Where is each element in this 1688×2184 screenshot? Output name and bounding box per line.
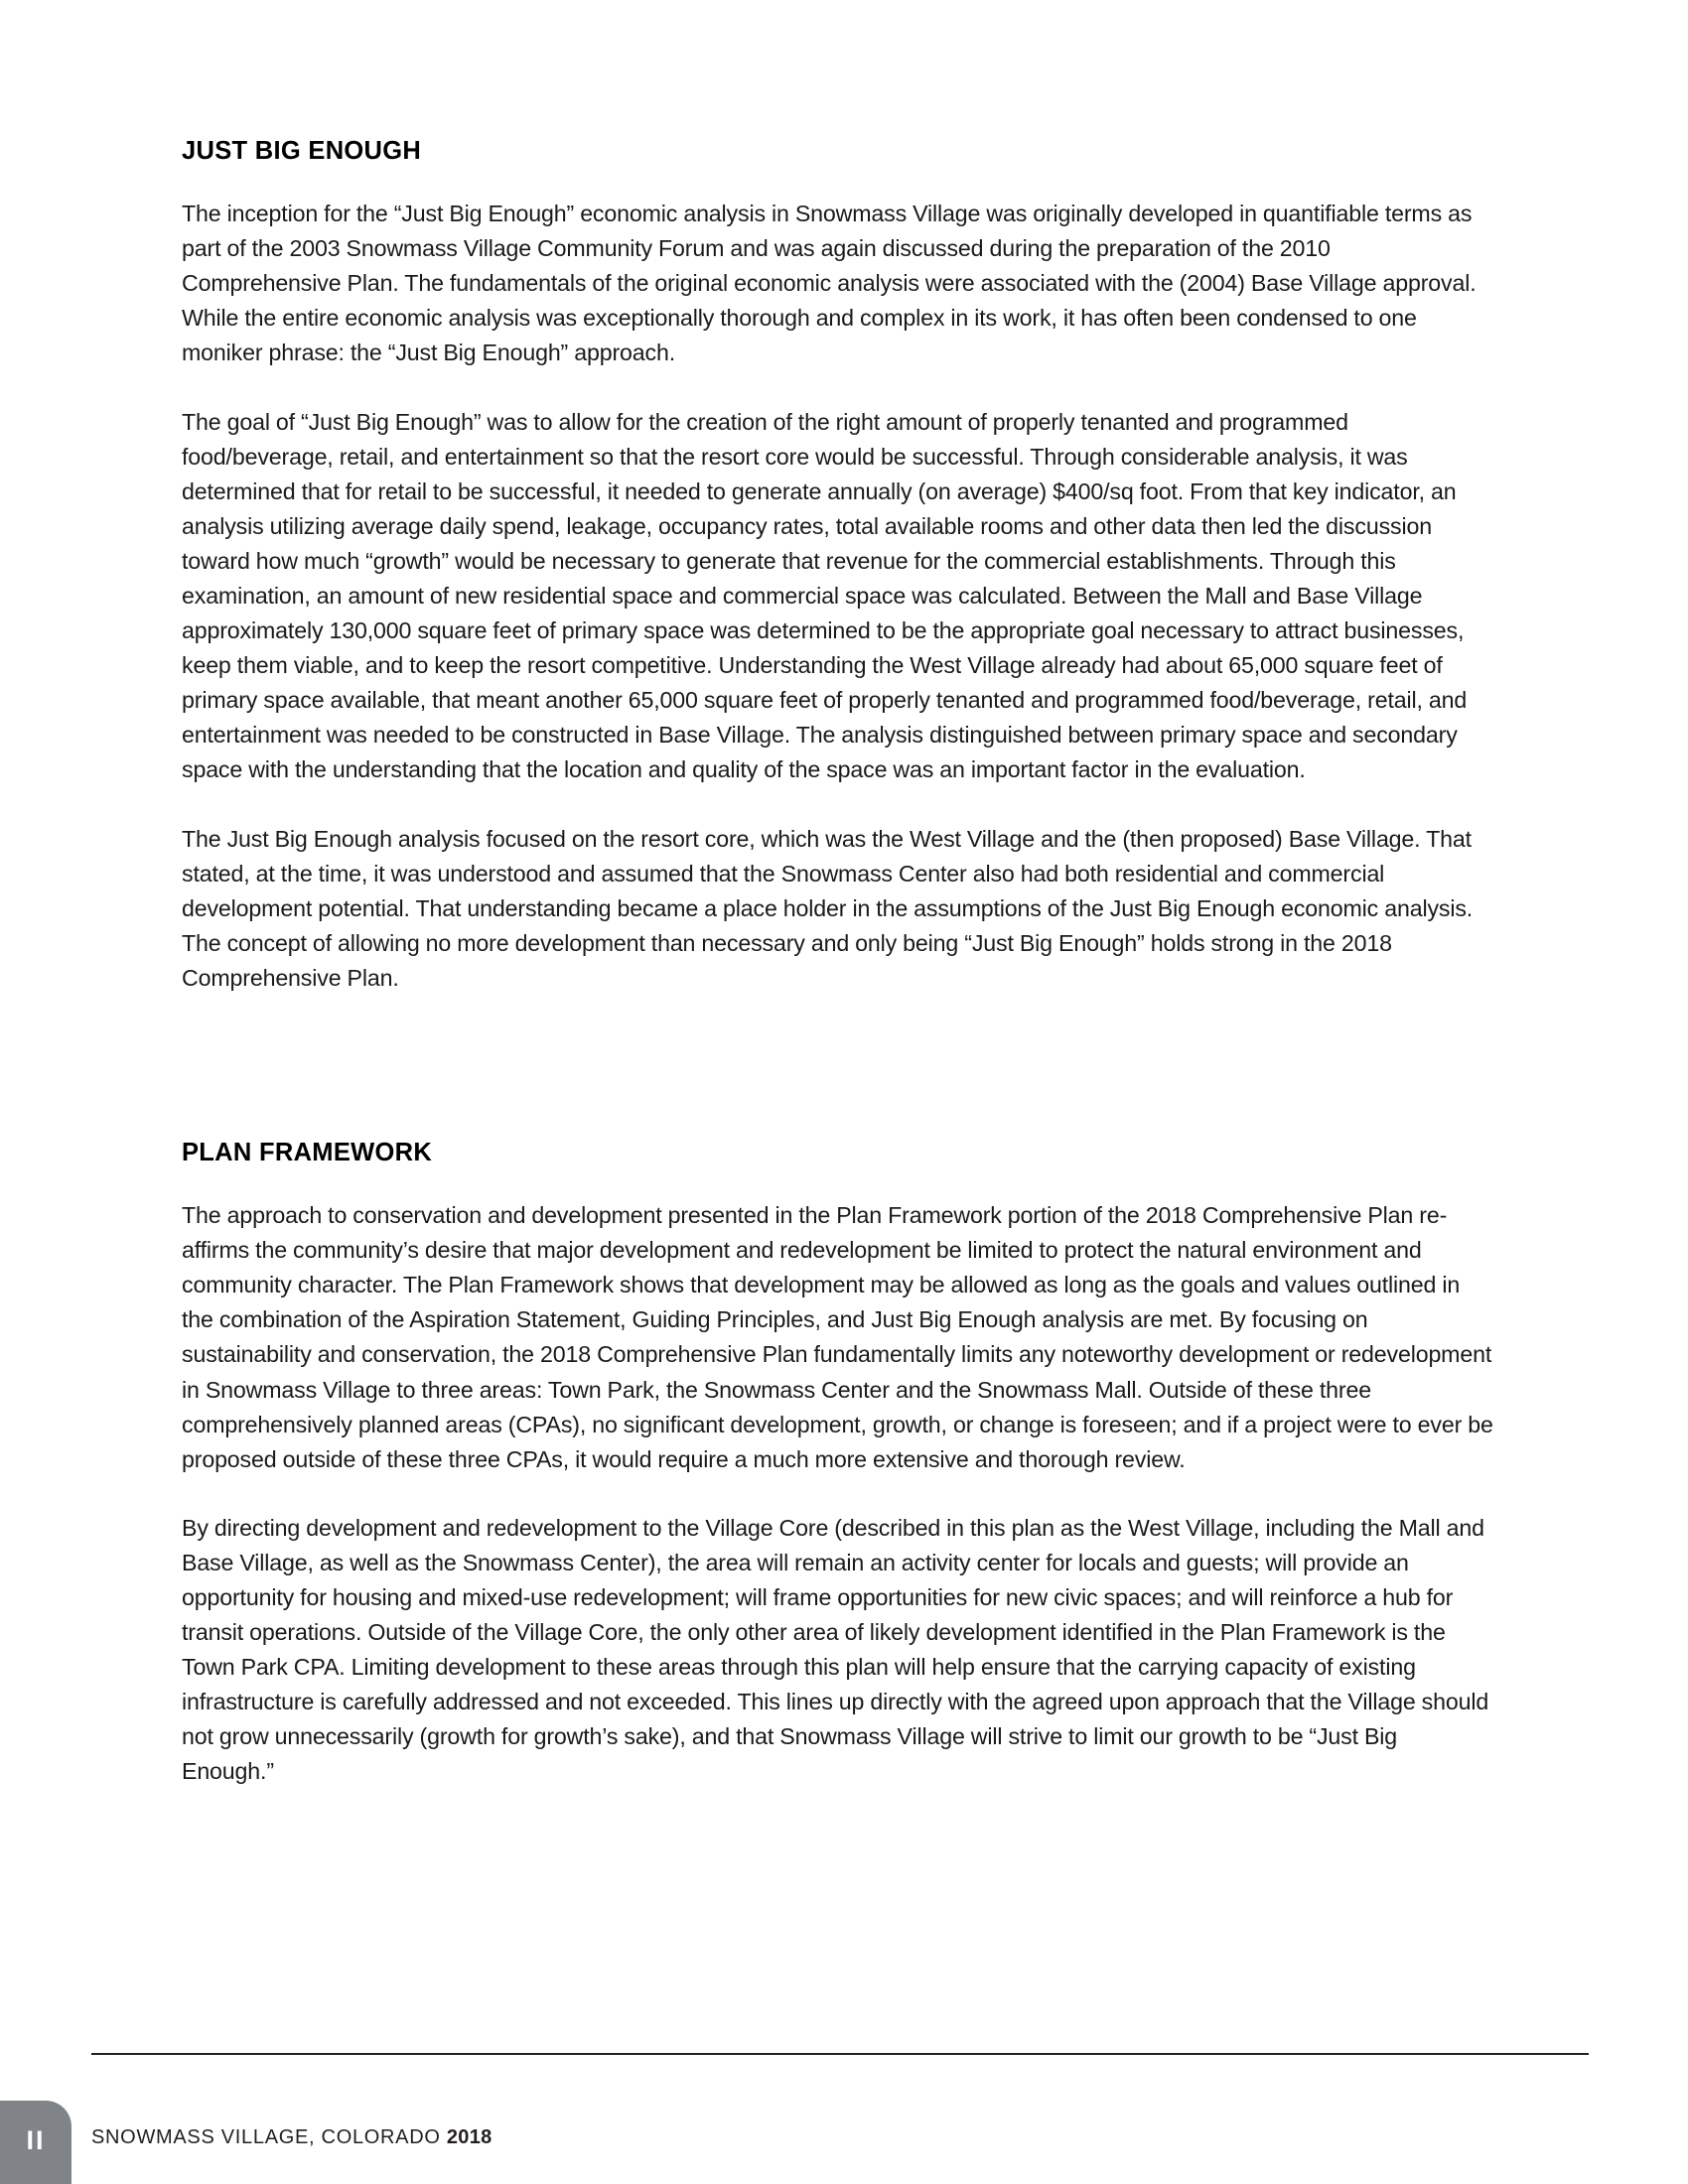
paragraph: The inception for the “Just Big Enough” economic analysis in Snowmass Village was originally developed in quantifiable terms as part of the 2003 Snowmass Village Community Forum and was again discussed during the preparation of the 2010 Comprehensive Plan. The fundamentals of the original economic analysis were associated with the (2004) Base Village approval. While the entire economic analysis was exceptionally thorough and complex in its work, it has often been condensed to one moniker phrase: the “Just Big Enough” approach.: [182, 201, 1477, 366]
footer-year: 2018: [446, 2126, 492, 2148]
page-content: [182, 137, 1494, 1790]
footer-divider: [91, 2053, 1589, 2055]
paragraph: The goal of “Just Big Enough” was to allow for the creation of the right amount of properly tenanted and programmed food/beverage, retail, and entertainment so that the resort core would be successful. Through considerable analysis, it was determined that for retail to be successful, it needed to generate annually (on average) $400/sq foot. From that key indicator, an analysis utilizing average daily spend, leakage, occupancy rates, total available rooms and other data then led the discussion toward how much “growth” would be necessary to generate that revenue for the commercial establishments. Through this examination, an amount of new residential space and commercial space was calculated. Between the Mall and Base Village approximately 130,000 square feet of primary space was determined to be the appropriate goal necessary to attract businesses, keep them viable, and to keep the resort competitive. Understanding the West Village already had about 65,000 square feet of primary space available, that meant another 65,000 square feet of properly tenanted and programmed food/beverage, retail, and entertainment was needed to be constructed in Base Village. The analysis distinguished between primary space and secondary space with the understanding that the location and quality of the space was an important factor in the evaluation.: [182, 408, 1468, 783]
paragraph: The approach to conservation and development presented in the Plan Framework portion of the 2018 Comprehensive Plan re-affirms the community’s desire that major development and redevelopment be limited to protect the natural environment and community character. The Plan Framework shows that development may be allowed as long as the goals and values outlined in the combination of the Aspiration Statement, Guiding Principles, and Just Big Enough analysis are met. By focusing on sustainability and conservation, the 2018 Comprehensive Plan fundamentally limits any noteworthy development or redevelopment in Snowmass Village to three areas: Town Park, the Snowmass Center and the Snowmass Mall. Outside of these three comprehensively planned areas (CPAs), no significant development, growth, or change is foreseen; and if a project were to ever be proposed outside of these three CPAs, it would require a much more extensive and thorough review.: [182, 1202, 1493, 1472]
page-number-tab: [0, 2101, 71, 2184]
footer-location-label: SNOWMASS VILLAGE, COLORADO: [91, 2126, 447, 2148]
page-footer: [0, 2025, 1688, 2184]
footer-location-line: [91, 2126, 492, 2149]
paragraph: The Just Big Enough analysis focused on the resort core, which was the West Village and the (then proposed) Base Village. That stated, at the time, it was understood and assumed that the Snowmass Center also had both residential and commercial development potential. That understanding became a place holder in the assumptions of the Just Big Enough economic analysis. The concept of allowing no more development than necessary and only being “Just Big Enough” holds strong in the 2018 Comprehensive Plan.: [182, 825, 1474, 991]
page-number: II: [26, 2124, 46, 2155]
section-spacer: [182, 1033, 1494, 1139]
section-heading-plan-framework: PLAN FRAMEWORK: [182, 1139, 433, 1167]
section-heading-just-big-enough: JUST BIG ENOUGH: [182, 137, 422, 165]
section-just-big-enough: [182, 137, 1494, 996]
section-plan-framework: [182, 1139, 1494, 1790]
paragraph: By directing development and redevelopment to the Village Core (described in this plan as the West Village, including the Mall and Base Village, as well as the Snowmass Center), the area will remain an activity center for locals and guests; will provide an opportunity for housing and mixed-use redevelopment; will frame opportunities for new civic spaces; and will reinforce a hub for transit operations. Outside of the Village Core, the only other area of likely development identified in the Plan Framework is the Town Park CPA. Limiting development to these areas through this plan will help ensure that the carrying capacity of existing infrastructure is carefully addressed and not exceeded. This lines up directly with the agreed upon approach that the Village should not grow unnecessarily (growth for growth’s sake), and that Snowmass Village will strive to limit our growth to be “Just Big Enough.”: [182, 1514, 1489, 1785]
